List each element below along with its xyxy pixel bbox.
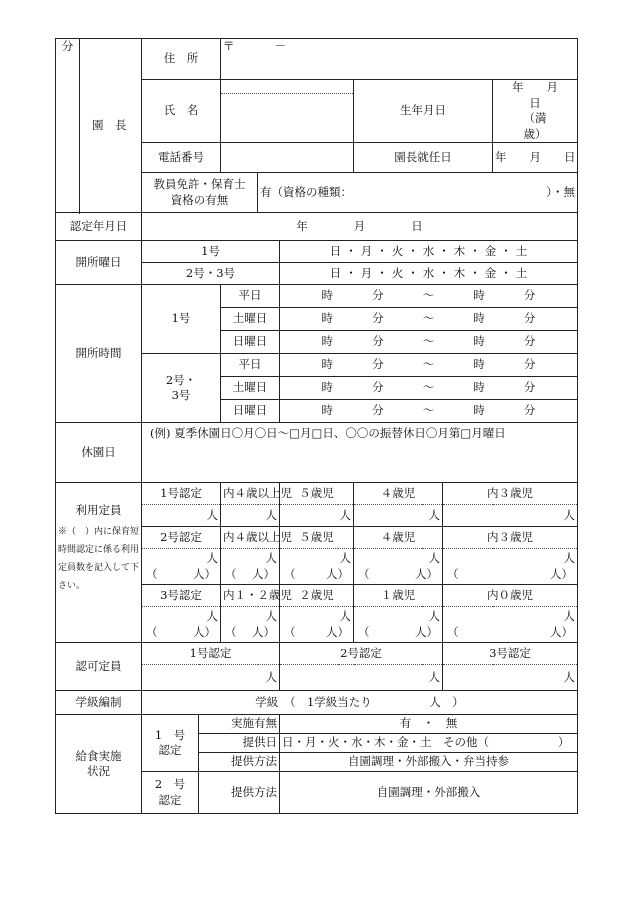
cap-v1-1[interactable]: 人 [221,505,280,527]
cap-v1-4[interactable]: 人 [443,505,578,527]
licensed-v-0[interactable]: 人 [142,665,280,691]
license-field[interactable]: 有（資格の種類： ）・無 [258,173,578,213]
day-type-weekday-2: 平日 [221,354,280,377]
licensed-v-1[interactable]: 人 [280,665,443,691]
day-type-saturday-1: 土曜日 [221,308,280,331]
class-field[interactable]: 学級 （ 1学級当たり 人 ） [142,691,578,715]
hours-saturday-2[interactable]: 時 分 ～ 時 分 [280,377,578,400]
licensed-capacity-label: 認可定員 [56,643,142,691]
cap-v1-2[interactable]: 人 [280,505,354,527]
days-field[interactable]: 日・月・火・水・木・金・土 その他（ ） [280,734,578,753]
class-label: 学級編制 [56,691,142,715]
hours-saturday-1[interactable]: 時 分 ～ 時 分 [280,308,578,331]
method-label-1: 提供方法 [199,753,280,772]
cap-v2-3[interactable]: 人 （ 人） [354,549,443,585]
licensed-h-2: 3号認定 [443,643,578,665]
day-type-sunday-2: 日曜日 [221,400,280,423]
address-field[interactable]: 〒 － [221,39,578,80]
approval-date-label: 認定年月日 [56,213,142,241]
cap-h2-1: 内４歳以上児 [221,527,280,549]
cap-v1-0[interactable]: 人 [142,505,221,527]
method-label-2: 提供方法 [199,772,280,814]
phone-field[interactable] [221,143,354,173]
open-hours-group-2: 2号・ 3号 [142,354,221,423]
cap-h3-0: 3号認定 [142,585,221,607]
hours-weekday-2[interactable]: 時 分 ～ 時 分 [280,354,578,377]
cap-h2-3: ４歳児 [354,527,443,549]
license-label: 教員免許・保育士 資格の有無 [142,173,258,213]
cap-h3-1: 内１・２歳児 [221,585,280,607]
open-days-row-1[interactable]: 日 ・ 月 ・ 火 ・ 水 ・ 木 ・ 金 ・ 土 [280,241,578,263]
cap-v3-1[interactable]: 人 （ 人） [221,607,280,643]
meals-group-2: 2 号 認定 [142,772,199,814]
application-form [55,38,578,814]
open-days-type-1: 1号 [142,241,280,263]
cap-h3-2: ２歳児 [280,585,354,607]
hours-sunday-1[interactable]: 時 分 ～ 時 分 [280,331,578,354]
open-hours-group-1: 1号 [142,285,221,354]
appointed-field[interactable]: 年 月 日 [493,143,578,173]
meals-group-1: 1 号 認定 [142,715,199,772]
cap-h2-4: 内３歳児 [443,527,578,549]
cap-h3-3: １歳児 [354,585,443,607]
open-days-label: 開所曜日 [56,241,142,285]
name-label: 氏 名 [142,80,221,143]
open-days-row-2[interactable]: 日 ・ 月 ・ 火 ・ 水 ・ 木 ・ 金 ・ 土 [280,263,578,285]
cap-v2-0[interactable]: 人 （ 人） [142,549,221,585]
hours-weekday-1[interactable]: 時 分 ～ 時 分 [280,285,578,308]
holidays-field[interactable]: (例) 夏季休園日〇月〇日～□月□日、〇〇の振替休日〇月第□月曜日 [142,423,578,483]
open-days-type-2: 2号・3号 [142,263,280,285]
method-field-2[interactable]: 自園調理・外部搬入 [280,772,578,814]
address-label: 住 所 [142,39,221,80]
cap-v2-4[interactable]: 人 （ 人） [443,549,578,585]
section-bun: 分 [56,39,80,213]
birth-field[interactable]: 年 月 日 （満 歳） [493,80,578,143]
implement-field[interactable]: 有 ・ 無 [280,715,578,734]
cap-h1-0: 1号認定 [142,483,221,505]
meals-label: 給食実施 状況 [56,715,142,814]
cap-h3-4: 内０歳児 [443,585,578,607]
cap-h1-1: 内４歳以上児 [221,483,280,505]
hours-sunday-2[interactable]: 時 分 ～ 時 分 [280,400,578,423]
cap-h1-4: 内３歳児 [443,483,578,505]
licensed-h-0: 1号認定 [142,643,280,665]
cap-v2-1[interactable]: 人 （ 人） [221,549,280,585]
cap-v3-3[interactable]: 人 （ 人） [354,607,443,643]
day-type-sunday-1: 日曜日 [221,331,280,354]
appointed-label: 園長就任日 [354,143,493,173]
licensed-h-1: 2号認定 [280,643,443,665]
name-field[interactable] [221,80,354,143]
cap-v3-0[interactable]: 人 （ 人） [142,607,221,643]
method-field-1[interactable]: 自園調理・外部搬入・弁当持参 [280,753,578,772]
capacity-label-cell [56,483,142,643]
implement-label: 実施有無 [199,715,280,734]
cap-v2-2[interactable]: 人 （ 人） [280,549,354,585]
cap-h1-2: ５歳児 [280,483,354,505]
capacity-note: ※（ ）内に保育短時間認定に係る利用定員数を記入して下さい。 [58,526,140,591]
days-label: 提供日 [199,734,280,753]
cap-h2-0: 2号認定 [142,527,221,549]
cap-h1-3: ４歳児 [354,483,443,505]
licensed-v-2[interactable]: 人 [443,665,578,691]
cap-h2-2: ５歳児 [280,527,354,549]
approval-date-field[interactable]: 年 月 日 [142,213,578,241]
holidays-label: 休園日 [56,423,142,483]
day-type-weekday-1: 平日 [221,285,280,308]
cap-v3-4[interactable]: 人 （ 人） [443,607,578,643]
cap-v3-2[interactable]: 人 （ 人） [280,607,354,643]
birth-label: 生年月日 [354,80,493,143]
phone-label: 電話番号 [142,143,221,173]
open-hours-label: 開所時間 [56,285,142,423]
principal-heading: 園 長 [80,39,142,213]
capacity-label: 利用定員 [75,503,122,518]
cap-v1-3[interactable]: 人 [354,505,443,527]
day-type-saturday-2: 土曜日 [221,377,280,400]
